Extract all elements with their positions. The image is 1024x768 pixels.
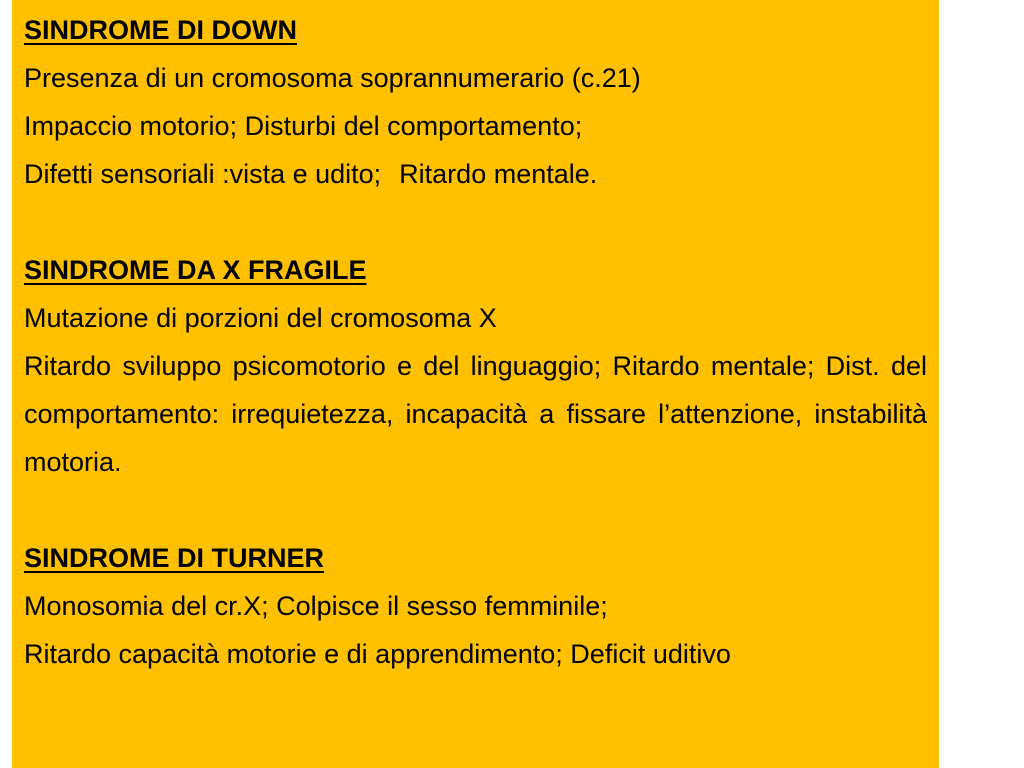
section-heading: SINDROME DI DOWN: [24, 15, 297, 45]
text-fragment: Ritardo mentale.: [399, 159, 598, 189]
slide-panel: [12, 0, 939, 768]
text-line: Monosomia del cr.X; Colpisce il sesso femminile;: [24, 591, 608, 621]
text-fragment: Difetti sensoriali :vista e udito;: [24, 159, 382, 189]
slide-content: [24, 6, 927, 678]
text-paragraph: Ritardo capacità motorie e di apprendimento; Deficit uditivo: [24, 639, 731, 669]
section-down-syndrome: [24, 6, 927, 198]
section-turner-syndrome: [24, 534, 927, 678]
section-heading: SINDROME DI TURNER: [24, 543, 325, 573]
text-paragraph: Ritardo sviluppo psicomotorio e del linguaggio; Ritardo mentale; Dist. del comportamento: irrequietezza, incapacità a fissare l’attenzione, instabilità motoria.: [24, 351, 927, 477]
text-line: Presenza di un cromosoma soprannumerario (c.21): [24, 63, 641, 93]
section-heading: SINDROME DA X FRAGILE: [24, 255, 367, 285]
text-line: Impaccio motorio; Disturbi del comportamento;: [24, 111, 583, 141]
text-line: Mutazione di porzioni del cromosoma X: [24, 303, 497, 333]
text-line: [24, 150, 927, 198]
section-fragile-x: [24, 246, 927, 486]
